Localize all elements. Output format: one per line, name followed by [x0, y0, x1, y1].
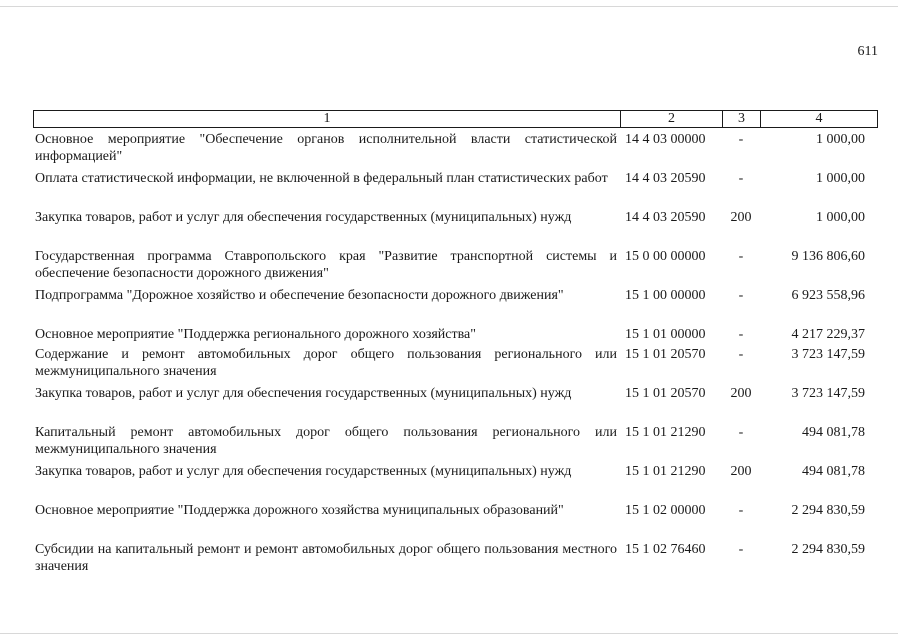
- row-amount: 4 217 229,37: [791, 327, 865, 342]
- row-name: Закупка товаров, работ и услуг для обеспечения государственных (муниципальных) нужд: [35, 386, 572, 401]
- row-code: 15 1 01 20570: [625, 347, 706, 362]
- row-name: Основное мероприятие "Поддержка дорожного хозяйства муниципальных образований": [35, 503, 564, 518]
- row-amount: 494 081,78: [802, 425, 865, 440]
- row-vr: -: [738, 542, 744, 557]
- row-code: 14 4 03 00000: [625, 132, 706, 147]
- row-vr: -: [738, 249, 744, 264]
- row-vr: -: [738, 347, 744, 362]
- row-vr: 200: [730, 210, 752, 225]
- row-name: Основное мероприятие "Обеспечение органов исполнительной власти статистической информацией": [35, 132, 617, 164]
- row-amount: 2 294 830,59: [791, 503, 865, 518]
- row-name: Субсидии на капитальный ремонт и ремонт автомобильных дорог общего пользования местного значения: [35, 542, 617, 574]
- row-vr: 200: [730, 386, 752, 401]
- row-vr: 200: [730, 464, 752, 479]
- row-name: Оплата статистической информации, не включенной в федеральный план статистических работ: [35, 171, 608, 186]
- row-amount: 3 723 147,59: [791, 386, 865, 401]
- row-code: 15 1 02 76460: [625, 542, 706, 557]
- row-name: Содержание и ремонт автомобильных дорог общего пользования регионального или межмуниципального значения: [35, 347, 617, 379]
- row-amount: 1 000,00: [816, 210, 865, 225]
- row-vr: -: [738, 132, 744, 147]
- row-code: 15 1 01 21290: [625, 464, 706, 479]
- row-name: Закупка товаров, работ и услуг для обеспечения государственных (муниципальных) нужд: [35, 210, 572, 225]
- header-col-3: 3: [723, 111, 761, 127]
- row-vr: -: [738, 288, 744, 303]
- row-amount: 2 294 830,59: [791, 542, 865, 557]
- row-amount: 9 136 806,60: [791, 249, 865, 264]
- header-col-4: 4: [815, 111, 823, 126]
- row-name: Подпрограмма "Дорожное хозяйство и обеспечение безопасности дорожного движения": [35, 288, 564, 303]
- table-header: [33, 110, 878, 128]
- scan-edge-bottom: [0, 633, 898, 634]
- row-amount: 1 000,00: [816, 132, 865, 147]
- header-col-1: 1: [34, 111, 621, 127]
- row-vr: -: [738, 171, 744, 186]
- row-code: 14 4 03 20590: [625, 171, 706, 186]
- row-amount: 1 000,00: [816, 171, 865, 186]
- scan-edge-top: [0, 6, 898, 7]
- header-col-2: 2: [621, 111, 723, 127]
- row-name: Основное мероприятие "Поддержка регионального дорожного хозяйства": [35, 327, 476, 342]
- row-code: 15 0 00 00000: [625, 249, 706, 264]
- row-code: 15 1 02 00000: [625, 503, 706, 518]
- row-vr: -: [738, 503, 744, 518]
- row-code: 15 1 01 21290: [625, 425, 706, 440]
- row-name: Государственная программа Ставропольского края "Развитие транспортной системы и обеспечение безопасности дорожного движения": [35, 249, 617, 281]
- row-name: Закупка товаров, работ и услуг для обеспечения государственных (муниципальных) нужд: [35, 464, 572, 479]
- row-name: Капитальный ремонт автомобильных дорог общего пользования регионального или межмуниципального значения: [35, 425, 617, 457]
- row-amount: 494 081,78: [802, 464, 865, 479]
- row-amount: 3 723 147,59: [791, 347, 865, 362]
- row-code: 15 1 00 00000: [625, 288, 706, 303]
- row-code: 15 1 01 00000: [625, 327, 706, 342]
- row-amount: 6 923 558,96: [791, 288, 865, 303]
- row-code: 14 4 03 20590: [625, 210, 706, 225]
- row-code: 15 1 01 20570: [625, 386, 706, 401]
- row-vr: -: [738, 327, 744, 342]
- row-vr: -: [738, 425, 744, 440]
- page-number: 611: [857, 44, 878, 59]
